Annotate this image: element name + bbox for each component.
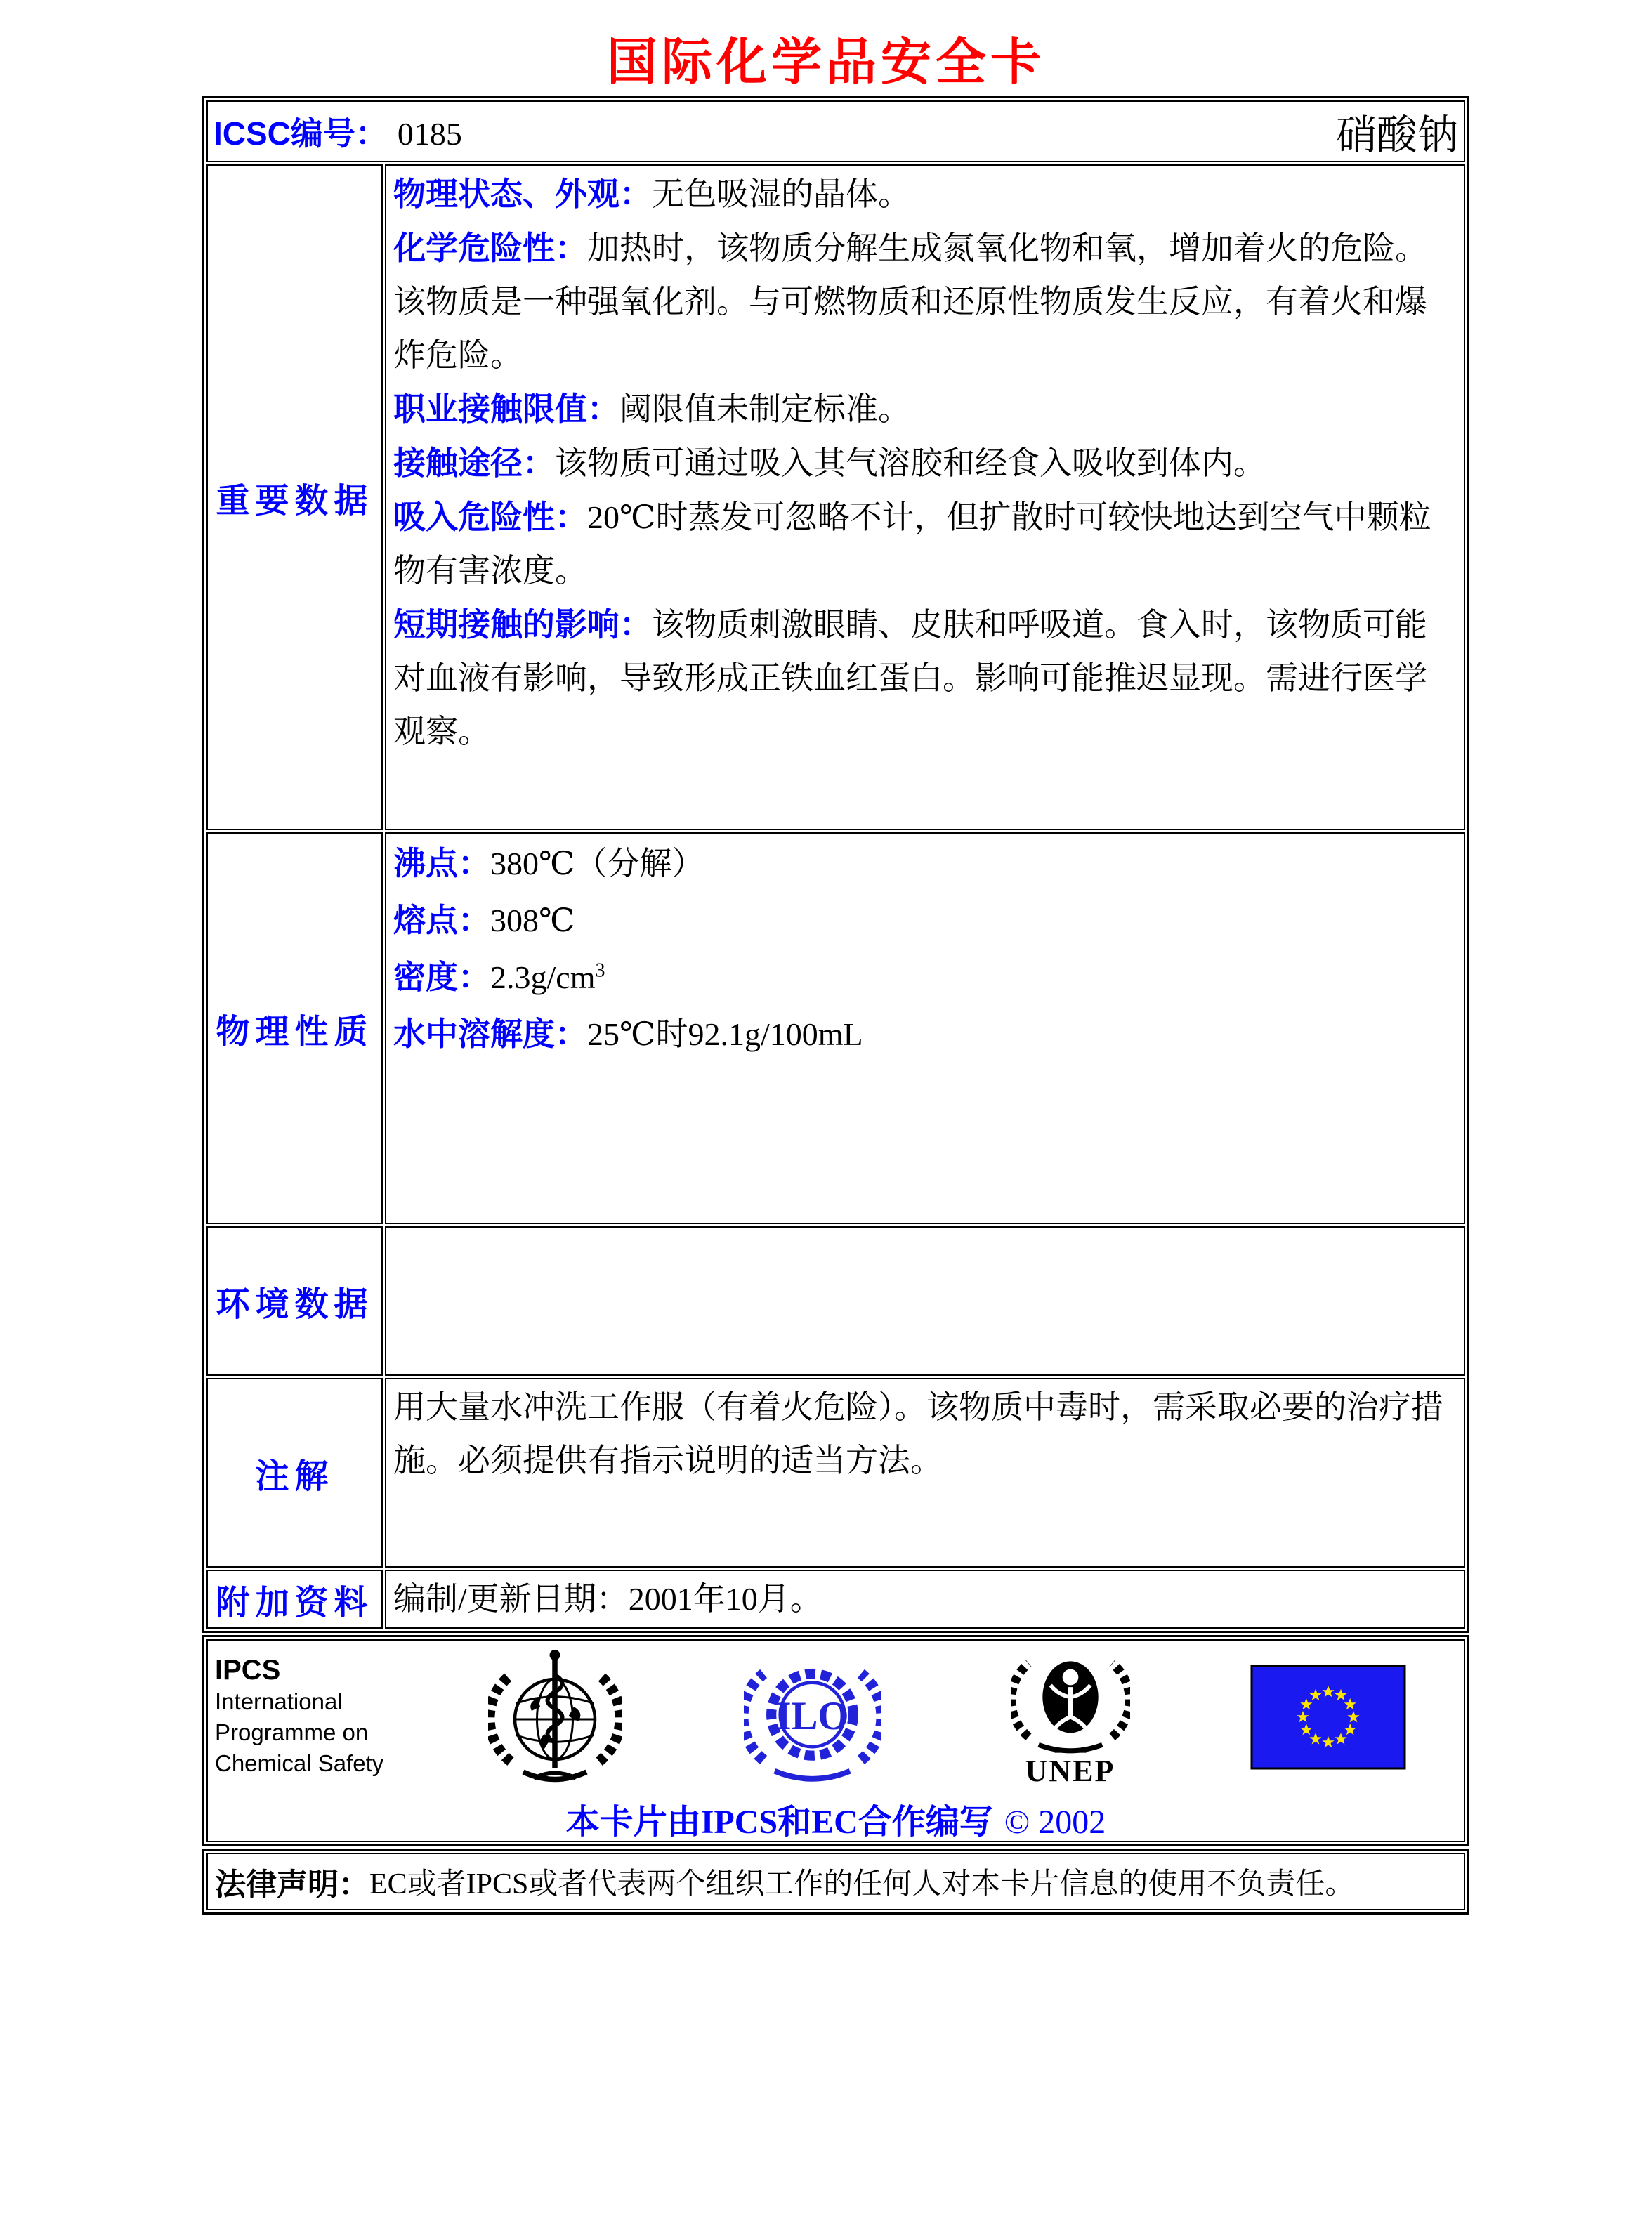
field-physical-appearance: 物理状态、外观：无色吸湿的晶体。 (393, 176, 910, 212)
notes-content: 用大量水冲洗工作服（有着火危险）。该物质中毒时，需采取必要的治疗措施。必须提供有指示说明的适当方法。 (385, 1378, 1465, 1568)
physical-properties-row (206, 832, 1465, 1224)
ipcs-text-block (215, 1655, 426, 1779)
unep-logo-spot (941, 1645, 1199, 1789)
icsc-number-label: ICSC编号： (214, 115, 388, 152)
legal-notice-label: 法律声明： (215, 1867, 369, 1902)
chemical-name: 硝酸钠 (1335, 112, 1458, 158)
logos-table (202, 1635, 1469, 1846)
caption-text: 本卡片由IPCS和EC合作编写 (565, 1804, 993, 1841)
field-boiling-point: 沸点：380℃（分解） (393, 845, 704, 881)
legal-table (202, 1849, 1469, 1915)
eu-flag-icon (1250, 1665, 1406, 1770)
ipcs-acronym: IPCS (215, 1655, 281, 1686)
ilo-emblem-icon (744, 1645, 881, 1789)
legal-row (206, 1853, 1465, 1910)
icsc-card (202, 96, 1469, 1915)
caption-copyright: © 2002 (1004, 1804, 1106, 1841)
ipcs-line3: Chemical Safety (215, 1750, 384, 1776)
field-short-term-effects: 短期接触的影响：该物质刺激眼睛、皮肤和呼吸道。食入时，该物质可能对血液有影响，导致形成正铁血红蛋白。影响可能推迟显现。需进行医学观察。 (393, 606, 1427, 749)
environmental-data-row (206, 1226, 1465, 1376)
legal-notice (206, 1853, 1465, 1910)
logos-row (206, 1639, 1465, 1842)
icsc-number-value: 0185 (397, 116, 462, 152)
important-data-row (206, 164, 1465, 830)
additional-info-content: 编制/更新日期：2001年10月。 (385, 1570, 1465, 1629)
ilo-logo-spot (683, 1645, 941, 1789)
density-superscript: 3 (595, 959, 605, 982)
unep-label: UNEP (1025, 1754, 1115, 1788)
who-logo-spot (426, 1643, 683, 1791)
header-row (206, 100, 1465, 162)
field-melting-point: 熔点：308℃ (393, 902, 575, 938)
field-exposure-route: 接触途径：该物质可通过吸入其气溶胶和经食入吸收到体内。 (393, 445, 1266, 481)
field-inhalation-risk: 吸入危险性：20℃时蒸发可忽略不计，但扩散时可较快地达到空气中颗粒物有害浓度。 (393, 499, 1431, 589)
important-data-content (385, 164, 1465, 830)
field-occupational-exposure-limit: 职业接触限值：阈限值未制定标准。 (393, 390, 910, 427)
section-label-environmental-data: 环境数据 (206, 1226, 383, 1376)
ipcs-line1: International (215, 1688, 343, 1714)
section-label-physical-properties: 物理性质 (206, 832, 383, 1224)
cooperation-caption (215, 1794, 1457, 1841)
ipcs-line2: Programme on (215, 1719, 369, 1745)
logos-cell (206, 1639, 1465, 1842)
section-label-additional-info: 附加资料 (206, 1570, 383, 1629)
field-density: 密度：$2.3g/cm^3$ (393, 959, 605, 995)
ilo-letters: ILO (775, 1693, 849, 1738)
unep-emblem-icon (1011, 1645, 1130, 1757)
additional-info-row (206, 1570, 1465, 1629)
page-title: 国际化学品安全卡 (606, 34, 1045, 91)
main-table (202, 96, 1469, 1633)
section-label-important-data: 重要数据 (206, 164, 383, 830)
icsc-number-field (214, 108, 462, 155)
who-emblem-icon (488, 1643, 622, 1791)
field-chemical-hazard: 化学危险性：加热时，该物质分解生成氮氧化物和氧，增加着火的危险。该物质是一种强氧化剂。与可燃物质和还原性物质发生反应，有着火和爆炸危险。 (393, 230, 1427, 373)
header-cell (206, 100, 1465, 162)
eu-flag-spot (1199, 1665, 1457, 1770)
legal-notice-text: EC或者IPCS或者代表两个组织工作的任何人对本卡片信息的使用不负责任。 (369, 1868, 1355, 1901)
field-water-solubility: 水中溶解度：25℃时92.1g/100mL (393, 1016, 863, 1052)
notes-row (206, 1378, 1465, 1568)
unep-logo-wrap (1011, 1645, 1130, 1789)
physical-properties-content (385, 832, 1465, 1224)
environmental-data-content (385, 1226, 1465, 1376)
logo-strip (215, 1645, 1457, 1789)
section-label-notes: 注解 (206, 1378, 383, 1568)
